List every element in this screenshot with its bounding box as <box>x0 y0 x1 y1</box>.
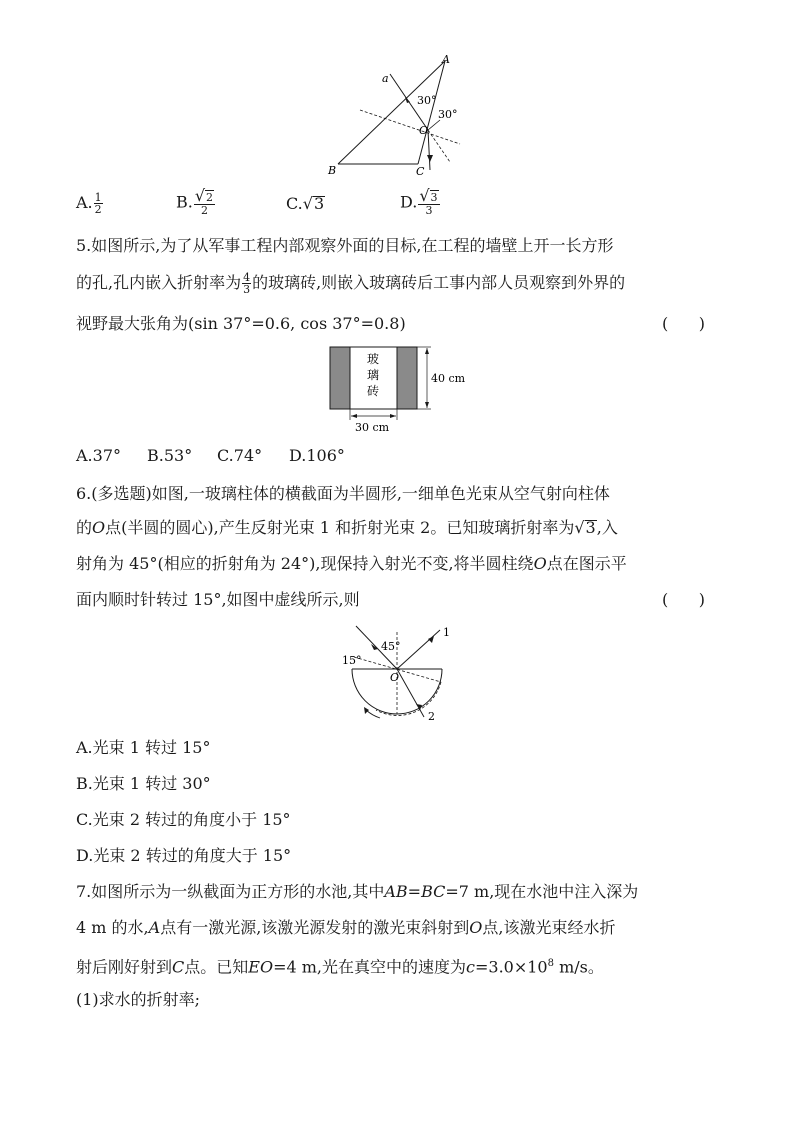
option-label: D. <box>400 192 418 212</box>
fraction: $\frac{√3}{3}$ <box>419 186 438 217</box>
fraction: $\frac{1}{2}$ <box>94 191 102 216</box>
q6-option-b: B.光束 1 转过 30° <box>76 774 211 793</box>
q7-line3: 射后刚好射到C点。已知EO=4 m,光在真空中的速度为$c=3.0\times 10^8$ m/s。 <box>76 957 604 977</box>
width-label: 30 cm <box>355 421 390 434</box>
label-C: C <box>416 165 425 177</box>
label-a: a <box>382 72 389 85</box>
q5-line1: 5.如图所示,为了从军事工程内部观察外面的目标,在工程的墙壁上开一长方形 <box>76 236 614 255</box>
angle-label-1: 30° <box>417 94 437 107</box>
q5-line3: 视野最大张角为(sin 37°=0.6, cos 37°=0.8) <box>76 314 406 333</box>
glass-char-1: 玻 <box>367 352 380 366</box>
q6-option-d: D.光束 2 转过的角度大于 15° <box>76 846 292 865</box>
glass-char-3: 砖 <box>367 384 380 398</box>
q6-line1: 6.(多选题)如图,一玻璃柱体的横截面为半圆形,一细单色光束从空气射向柱体 <box>76 484 610 503</box>
q4-option-a <box>76 192 104 215</box>
ray-label-2: 2 <box>428 710 435 723</box>
center-label-O: O <box>390 671 400 684</box>
q5-option-a: A.37° <box>76 446 121 465</box>
glass-brick-figure <box>325 342 470 434</box>
q4-option-d <box>400 186 441 217</box>
q7-line1: 7.如图所示为一纵截面为正方形的水池,其中AB=BC=7 m,现在水池中注入深为 <box>76 882 639 901</box>
angle-45-label: 45° <box>381 640 401 653</box>
height-label: 40 cm <box>431 372 466 385</box>
angle-15-label: 15° <box>342 654 362 667</box>
angle-label-2: 30° <box>438 108 458 121</box>
q5-option-d: D.106° <box>289 446 345 465</box>
q6-line4: 面内顺时针转过 15°,如图中虚线所示,则 <box>76 590 360 609</box>
fraction: $\frac{√2}{2}$ <box>194 186 214 217</box>
label-B: B <box>328 164 337 177</box>
prism-figure <box>320 52 470 177</box>
glass-char-2: 璃 <box>367 368 380 382</box>
q5-option-b: B.53° <box>147 446 193 465</box>
q4-option-b <box>176 186 216 217</box>
ray-label-1: 1 <box>443 626 450 639</box>
q4-option-c: C.√3 <box>286 194 325 213</box>
q5-option-c: C.74° <box>217 446 263 465</box>
semicircle-figure <box>338 622 468 724</box>
label-A: A <box>442 53 450 66</box>
option-label: C. <box>286 194 303 213</box>
q6-line2: 的O点(半圆的圆心),产生反射光束 1 和折射光束 2。已知玻璃折射率为√3,入 <box>76 518 618 537</box>
q6-option-a: A.光束 1 转过 15° <box>76 738 211 757</box>
label-O: O <box>419 124 429 137</box>
q6-line3: 射角为 45°(相应的折射角为 24°),现保持入射光不变,将半圆柱绕O点在图示平 <box>76 554 627 573</box>
answer-blank: ( ) <box>662 590 705 609</box>
option-label: A. <box>76 193 93 212</box>
fraction: $\frac{4}{3}$ <box>243 271 251 296</box>
answer-blank: ( ) <box>662 314 705 333</box>
option-label: B. <box>176 192 193 212</box>
q6-option-c: C.光束 2 转过的角度小于 15° <box>76 810 291 829</box>
q7-line2: 4 m 的水,A点有一激光源,该激光源发射的激光束斜射到O点,该激光束经水折 <box>76 918 616 937</box>
q7-sub1: (1)求水的折射率; <box>76 990 201 1009</box>
q5-line2: 的孔,孔内嵌入折射率为 $\frac{4}{3}$ 的玻璃砖,则嵌入玻璃砖后工事内部人员观察到外界的 <box>76 271 626 296</box>
